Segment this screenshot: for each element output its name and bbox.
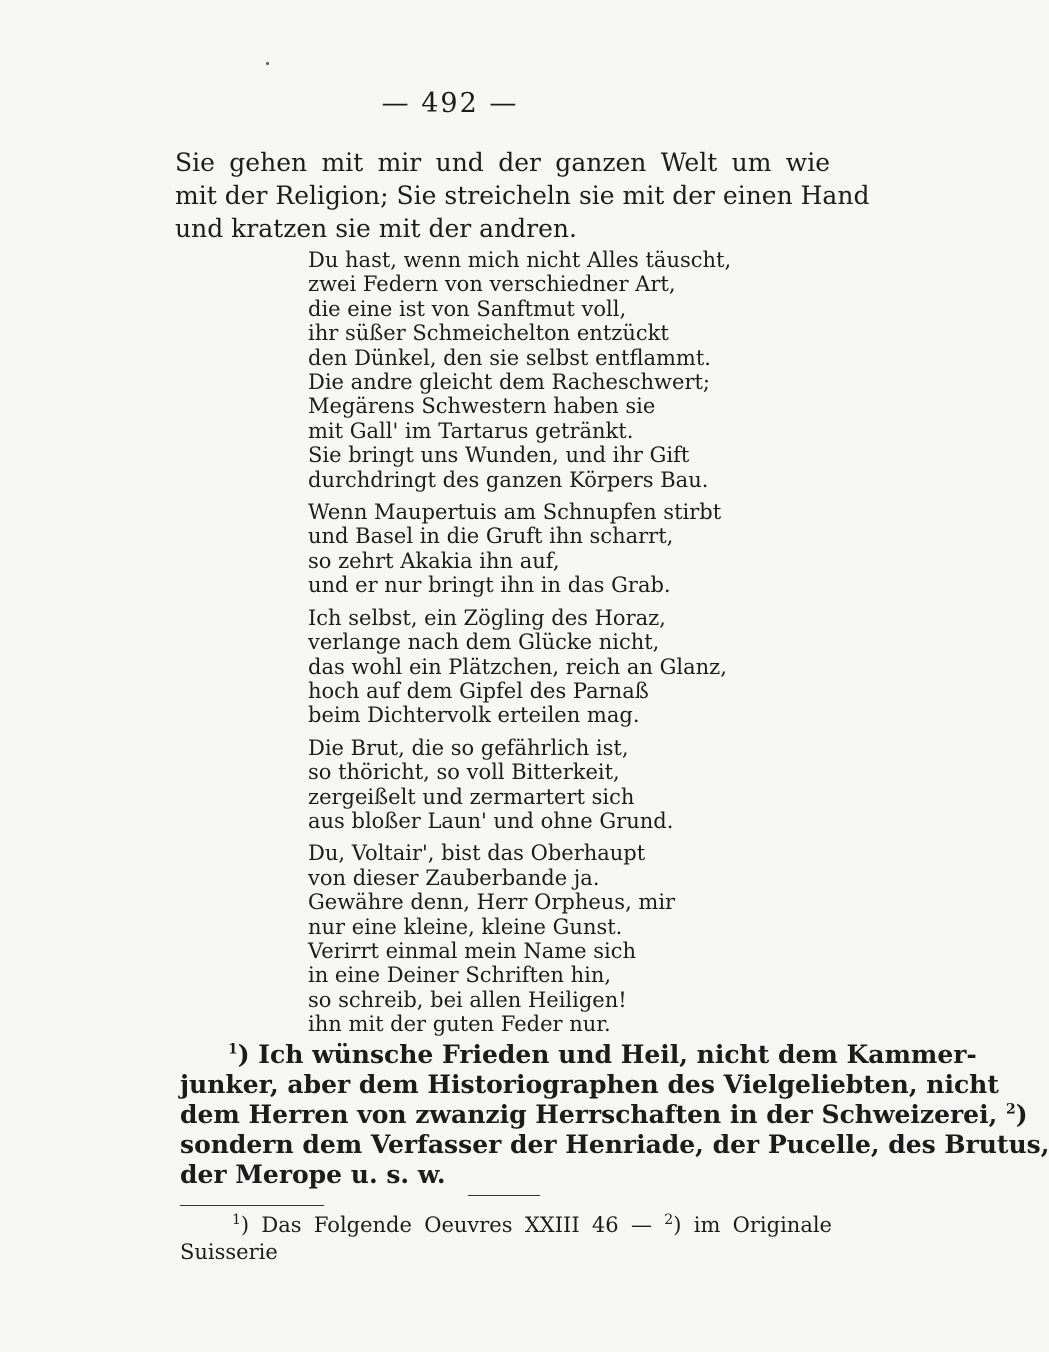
poem-line: hoch auf dem Gipfel des Parnaß <box>308 678 649 703</box>
poem-line: aus bloßer Laun' und ohne Grund. <box>308 808 674 833</box>
note-marker: 1 <box>228 1041 238 1058</box>
poem-line: die eine ist von Sanftmut voll, <box>308 296 627 321</box>
poem-line: Wenn Maupertuis am Schnupfen stirbt <box>308 500 722 525</box>
footnote-line <box>180 1212 832 1239</box>
poem-line: von dieser Zauberbande ja. <box>308 865 600 890</box>
poem-line: Die andre gleicht dem Racheschwert; <box>308 370 710 395</box>
intro-paragraph <box>175 146 870 245</box>
poem-line: Ich selbst, ein Zögling des Horaz, <box>308 605 666 630</box>
poem-stanza-5 <box>308 841 778 1036</box>
section-divider <box>468 1195 540 1196</box>
poem-line: ihr süßer Schmeichelton entzückt <box>308 321 669 346</box>
intro-line: mit der Religion; Sie streicheln sie mit der einen Hand <box>175 181 870 210</box>
poem-line: so zehrt Akakia ihn auf, <box>308 548 560 573</box>
note-line <box>180 1040 977 1070</box>
note-text: ) Ich wünsche Frieden und Heil, nicht dem Kammer- <box>237 1040 977 1069</box>
poem-line: ihn mit der guten Feder nur. <box>308 1012 611 1037</box>
poem <box>308 248 778 1045</box>
note-paragraph <box>180 1040 1049 1190</box>
footnote-text: ) Das Folgende Oeuvres XXIII 46 — <box>240 1213 652 1237</box>
poem-stanza-3 <box>308 606 778 728</box>
poem-line: zwei Federn von verschiedner Art, <box>308 272 676 297</box>
page-number: — 492 — <box>381 88 519 119</box>
poem-line: Gewähre denn, Herr Orpheus, mir <box>308 890 676 915</box>
note-marker: 2 <box>1006 1101 1016 1118</box>
poem-line: den Dünkel, den sie selbst entflammt. <box>308 345 711 370</box>
poem-stanza-4 <box>308 736 778 834</box>
intro-line: und kratzen sie mit der andren. <box>175 214 577 243</box>
poem-stanza-1 <box>308 248 778 492</box>
note-line <box>180 1100 1028 1130</box>
poem-line: und er nur bringt ihn in das Grab. <box>308 573 671 598</box>
poem-line: nur eine kleine, kleine Gunst. <box>308 914 623 939</box>
poem-line: und Basel in die Gruft ihn scharrt, <box>308 524 674 549</box>
poem-line: Du, Voltair', bist das Oberhaupt <box>308 841 646 866</box>
footnote-rule <box>180 1205 324 1206</box>
poem-line: Sie bringt uns Wunden, und ihr Gift <box>308 443 690 468</box>
poem-line: das wohl ein Plätzchen, reich an Glanz, <box>308 654 727 679</box>
poem-line: in eine Deiner Schriften hin, <box>308 963 612 988</box>
poem-line: durchdringt des ganzen Körpers Bau. <box>308 467 709 492</box>
footnote <box>180 1212 832 1266</box>
note-line: der Merope u. s. w. <box>180 1160 446 1189</box>
footnote-marker: 1 <box>232 1212 241 1228</box>
footnote-marker: 2 <box>664 1212 674 1228</box>
poem-line: so thöricht, so voll Bitterkeit, <box>308 760 620 785</box>
footnote-line: Suisserie <box>180 1240 278 1264</box>
poem-line: Die Brut, die so gefährlich ist, <box>308 735 629 760</box>
poem-line: mit Gall' im Tartarus getränkt. <box>308 418 634 443</box>
note-text: ) <box>1015 1100 1028 1129</box>
intro-line: Sie gehen mit mir und der ganzen Welt um wie <box>175 148 830 177</box>
note-line: junker, aber dem Historiographen des Vielgeliebten, nicht <box>180 1070 999 1099</box>
poem-line: beim Dichtervolk erteilen mag. <box>308 703 640 728</box>
poem-line: Du hast, wenn mich nicht Alles täuscht, <box>308 248 732 272</box>
poem-line: Megärens Schwestern haben sie <box>308 394 656 419</box>
note-line: sondern dem Verfasser der Henriade, der Pucelle, des Brutus, <box>180 1130 1049 1159</box>
print-speck <box>266 62 269 65</box>
footnote-text: ) im Originale <box>673 1213 832 1237</box>
poem-line: zergeißelt und zermartert sich <box>308 784 635 809</box>
poem-line: so schreib, bei allen Heiligen! <box>308 987 627 1012</box>
note-text: dem Herren von zwanzig Herrschaften in der Schweizerei, <box>180 1100 998 1129</box>
poem-line: verlange nach dem Glücke nicht, <box>308 630 660 655</box>
poem-line: Verirrt einmal mein Name sich <box>308 938 637 963</box>
poem-stanza-2 <box>308 500 778 598</box>
